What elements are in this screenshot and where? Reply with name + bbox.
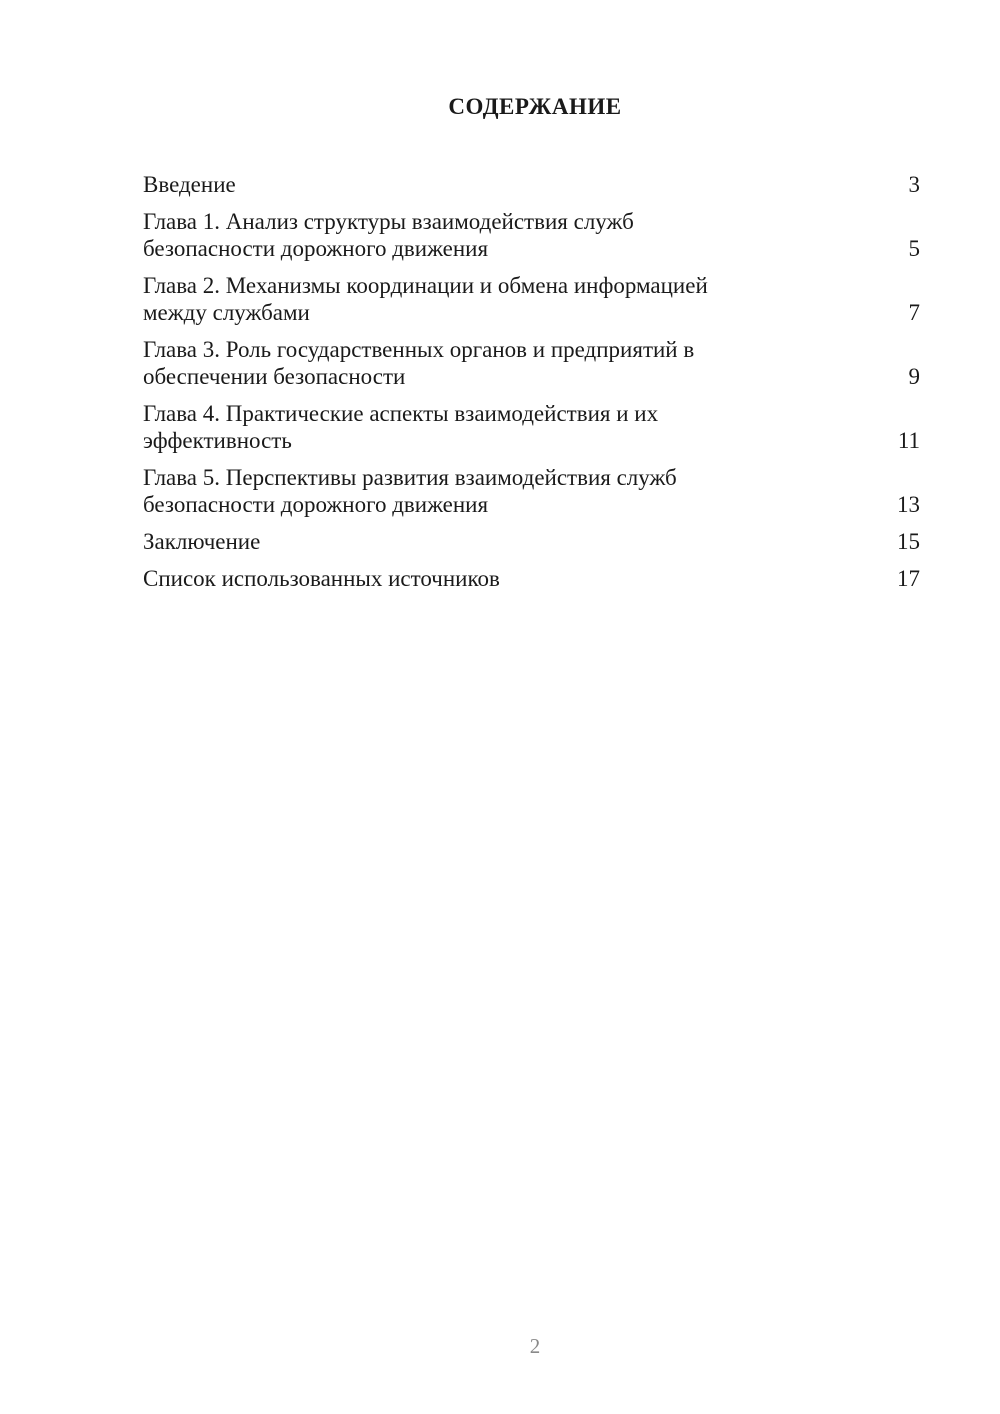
toc-entry-chapter-5[interactable]: [143, 464, 920, 518]
toc-entry-line: Введение: [143, 172, 236, 197]
toc-entry-line: безопасности дорожного движения: [143, 492, 489, 517]
toc-entry-page-number: 5: [908, 236, 920, 261]
toc-entry-chapter-3[interactable]: [143, 336, 920, 390]
toc-entry-line: между службами: [143, 300, 310, 325]
toc-entry-page-number: 11: [897, 428, 920, 453]
toc-entry-page-number: 17: [897, 566, 920, 591]
toc-entry-introduction[interactable]: [143, 171, 920, 198]
toc-entry-line: Глава 1. Анализ структуры взаимодействия служб: [143, 209, 634, 234]
toc-entry-label: [143, 528, 783, 555]
toc-entry-label: [143, 171, 783, 198]
toc-entry-label: [143, 336, 783, 390]
toc-entry-conclusion[interactable]: [143, 528, 920, 555]
toc-entry-label: [143, 272, 783, 326]
toc-entry-line: Глава 5. Перспективы развития взаимодействия служб: [143, 465, 677, 490]
page-title: СОДЕРЖАНИЕ: [448, 94, 622, 119]
toc-entry-line: Глава 3. Роль государственных органов и предприятий в: [143, 337, 695, 362]
table-of-contents: [143, 171, 920, 602]
toc-entry-line: Глава 2. Механизмы координации и обмена информацией: [143, 273, 708, 298]
toc-entry-line: эффективность: [143, 428, 292, 453]
toc-entry-line: безопасности дорожного движения: [143, 236, 489, 261]
toc-entry-line: Глава 4. Практические аспекты взаимодействия и их: [143, 401, 659, 426]
toc-entry-label: [143, 208, 783, 262]
toc-entry-chapter-1[interactable]: [143, 208, 920, 262]
toc-entry-references[interactable]: [143, 565, 920, 592]
toc-entry-label: [143, 464, 783, 518]
toc-entry-page-number: 13: [897, 492, 920, 517]
toc-entry-line: обеспечении безопасности: [143, 364, 406, 389]
toc-entry-label: [143, 400, 783, 454]
toc-entry-chapter-2[interactable]: [143, 272, 920, 326]
toc-entry-page-number: 9: [908, 364, 920, 389]
toc-entry-line: Список использованных источников: [143, 566, 500, 591]
toc-entry-label: [143, 565, 783, 592]
toc-entry-chapter-4[interactable]: [143, 400, 920, 454]
toc-entry-page-number: 15: [897, 529, 920, 554]
toc-entry-page-number: 7: [908, 300, 920, 325]
toc-entry-page-number: 3: [908, 172, 920, 197]
page-number: 2: [529, 1334, 541, 1358]
toc-entry-line: Заключение: [143, 529, 261, 554]
